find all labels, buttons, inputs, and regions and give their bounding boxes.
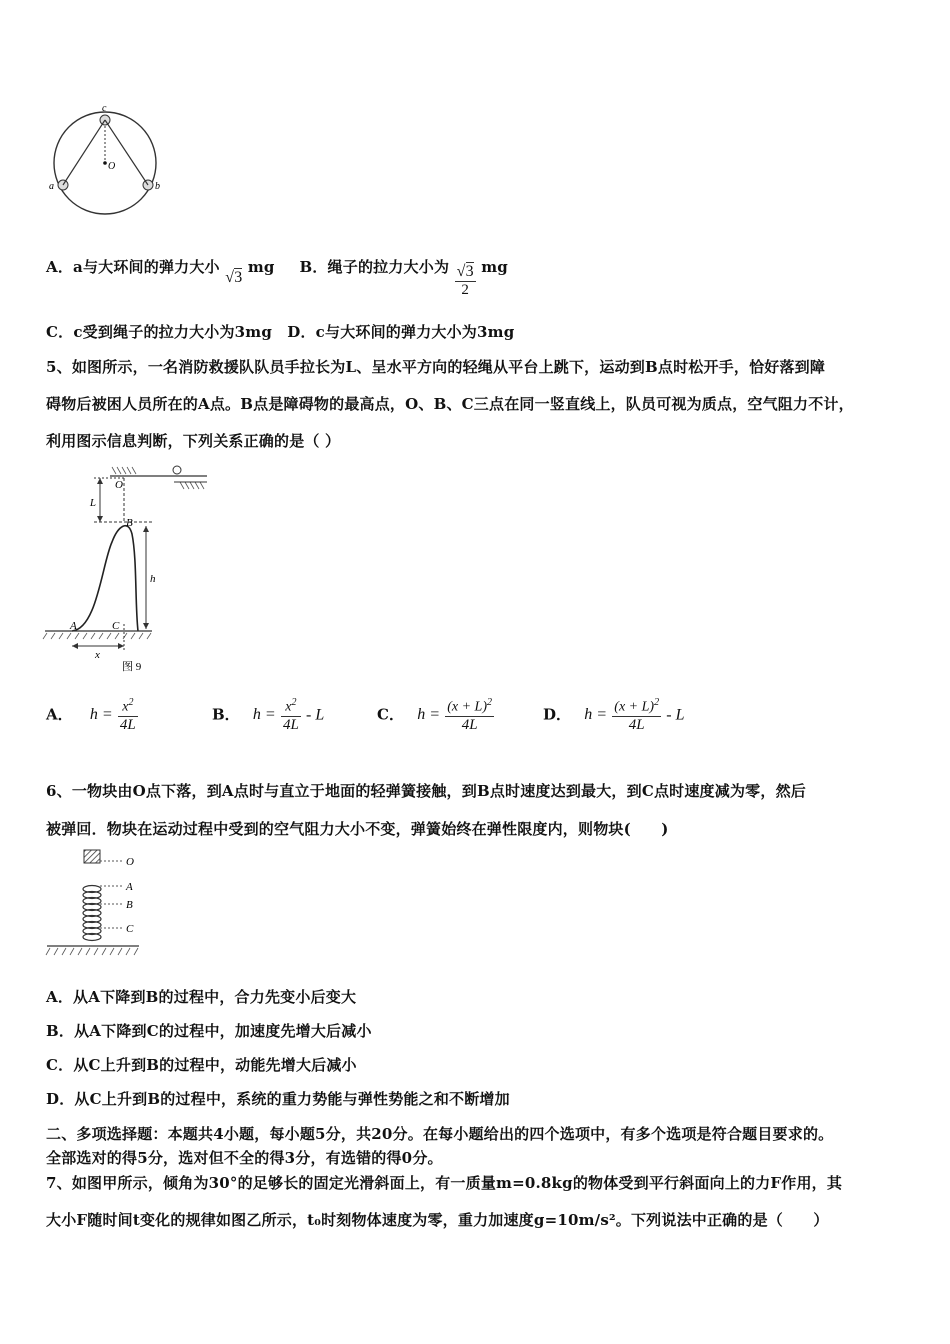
q7-stem-line1: 7、如图甲所示，倾角为30°的足够长的固定光滑斜面上，有一质量m=0.8kg的物体受到平行斜面向上的力F作用，其 <box>46 1174 843 1192</box>
q6-option-c: C．从C上升到B的过程中，动能先增大后减小 <box>46 1056 357 1074</box>
q6-stem-line2: 被弹回．物块在运动过程中受到的空气阻力大小不变，弹簧始终在弹性限度内，则物块( ) <box>46 820 669 838</box>
q4-option-b-frac: $\frac{√3}{2}$ <box>456 263 474 298</box>
q5-stem-line3: 利用图示信息判断，下列关系正确的是（ ） <box>46 432 341 450</box>
q4-option-a-unit: mg <box>247 258 275 276</box>
rope-cb <box>105 120 148 185</box>
q5-option-d: D． h = $\frac{(x + L)^2}{4L}$ - L <box>543 697 685 733</box>
label-h: h <box>150 573 156 585</box>
q4-option-cd: C．c受到绳子的拉力大小为3mg D．c与大环间的弹力大小为3mg <box>46 323 515 341</box>
q5-option-b: B． h = $\frac{x^2}{4L}$ - L <box>212 697 325 733</box>
spring-coil <box>83 886 101 941</box>
label-o: O <box>108 161 116 172</box>
label-O: O <box>126 856 134 868</box>
q4-option-ab <box>46 250 508 298</box>
q4-option-b: B．绳子的拉力大小为 <box>299 258 450 276</box>
rescue-figure <box>42 464 217 674</box>
label-O: O <box>115 479 123 491</box>
ring-figure <box>44 100 164 220</box>
section2-heading-line2: 全部选对的得5分，选对但不全的得3分，有选错的得0分。 <box>46 1149 443 1167</box>
label-A: A <box>126 881 133 893</box>
label-a: a <box>49 181 54 192</box>
q5-stem-line1: 5、如图所示，一名消防救援队队员手拉长为L、呈水平方向的轻绳从平台上跳下，运动到B点时松开手，恰好落到障 <box>46 358 826 376</box>
q6-option-b: B．从A下降到C的过程中，加速度先增大后减小 <box>46 1022 372 1040</box>
figure-caption: 图 9 <box>122 661 142 673</box>
label-A: A <box>70 620 77 632</box>
q7-stem-line2: 大小F随时间t变化的规律如图乙所示，t₀时刻物体速度为零，重力加速度g=10m/s²。下列说法中正确的是（ ） <box>46 1211 829 1229</box>
obstacle-curve <box>72 526 138 631</box>
q6-option-d: D．从C上升到B的过程中，系统的重力势能与弹性势能之和不断增加 <box>46 1090 510 1108</box>
label-b: b <box>155 181 160 192</box>
person-on-platform <box>173 466 181 474</box>
label-L: L <box>89 497 96 509</box>
label-B: B <box>126 517 133 529</box>
section2-heading-line1: 二、多项选择题：本题共4小题，每小题5分，共20分。在每小题给出的四个选项中，有多个选项是符合题目要求的。 <box>46 1125 834 1143</box>
spring-figure <box>44 846 154 964</box>
label-C: C <box>112 620 120 632</box>
label-x: x <box>95 649 100 661</box>
label-C: C <box>126 923 134 935</box>
q4-option-a-sqrt: √3 <box>225 269 243 286</box>
q6-option-a: A．从A下降到B的过程中，合力先变小后变大 <box>46 988 357 1006</box>
block <box>84 850 100 863</box>
center-dot <box>103 161 107 165</box>
q5-option-a: A． h = $\frac{x^2}{4L}$ <box>46 697 136 733</box>
rope-ca <box>63 120 105 185</box>
q5-stem-line2: 碍物后被困人员所在的A点。B点是障碍物的最高点，O、B、C三点在同一竖直线上，队员可视为质点，空气阻力不计， <box>46 395 854 413</box>
label-B: B <box>126 899 133 911</box>
q5-option-c: C． h = $\frac{(x + L)^2}{4L}$ <box>377 697 492 733</box>
q4-option-a: A．a与大环间的弹力大小 <box>46 258 220 276</box>
label-c: c <box>102 103 107 114</box>
q6-stem-line1: 6、一物块由O点下落，到A点时与直立于地面的轻弹簧接触，到B点时速度达到最大，到C点时速度减为零，然后 <box>46 782 806 800</box>
q4-option-b-unit: mg <box>481 258 508 276</box>
